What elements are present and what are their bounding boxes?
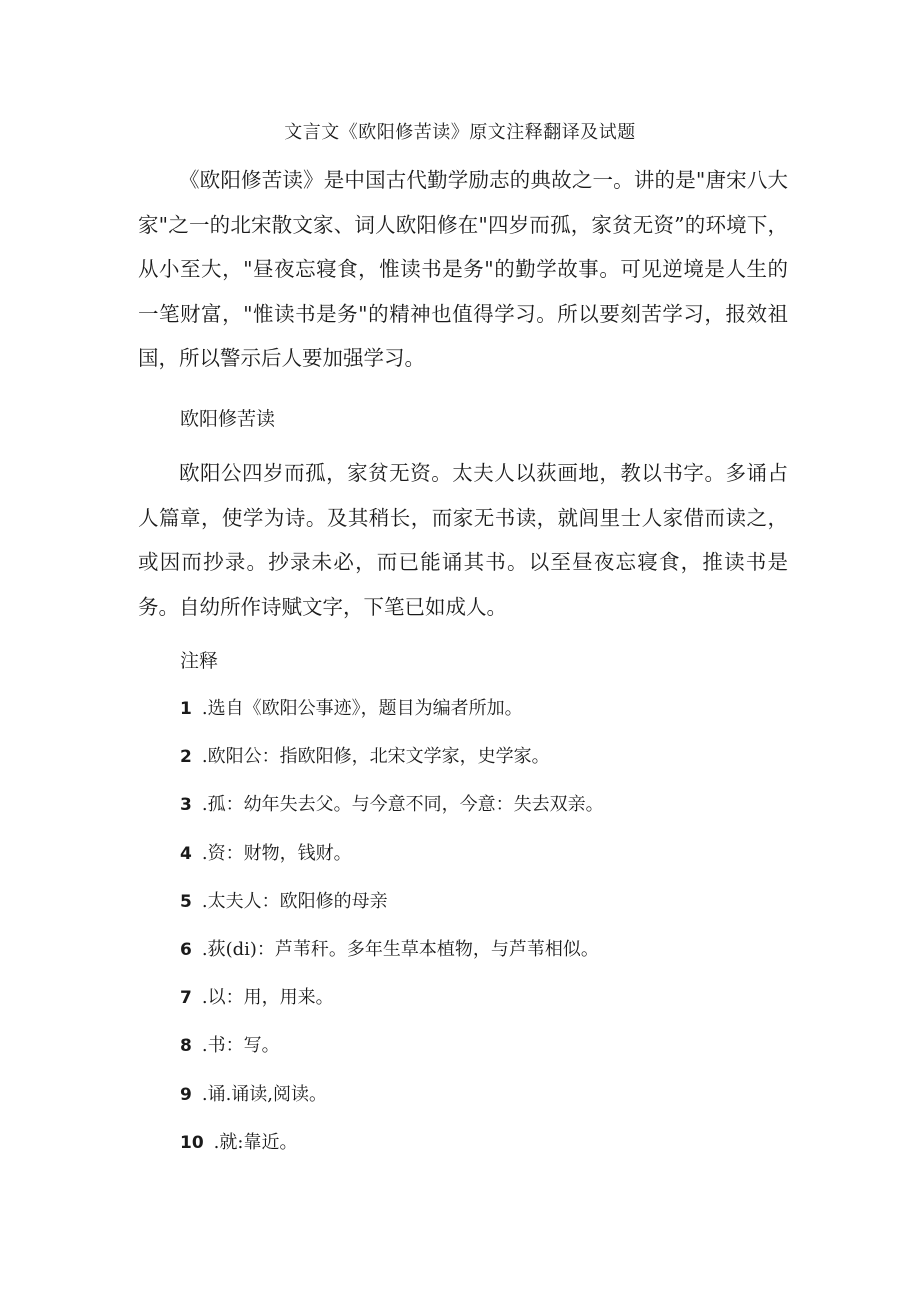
note-number: 10 xyxy=(180,1132,204,1153)
note-text: .太夫人：欧阳修的母亲 xyxy=(201,890,388,912)
story-heading: 欧阳修苦读 xyxy=(180,408,276,430)
note-text: .诵.诵读,阅读。 xyxy=(201,1083,328,1105)
note-number: 8 xyxy=(180,1036,192,1057)
note-item xyxy=(180,1080,780,1128)
note-text: .荻(di)：芦苇秆。多年生草本植物，与芦苇相似。 xyxy=(201,938,599,960)
note-text: .以：用，用来。 xyxy=(201,987,334,1009)
note-item xyxy=(180,983,780,1031)
note-number: 1 xyxy=(180,699,192,719)
note-number: 4 xyxy=(180,843,192,864)
note-item xyxy=(180,694,780,742)
document-title: 文言文《欧阳修苦读》原文注释翻译及试题 xyxy=(284,122,636,143)
note-number: 2 xyxy=(180,747,192,768)
note-number: 6 xyxy=(180,939,192,960)
notes-list xyxy=(180,694,780,1176)
note-text: .书：写。 xyxy=(201,1035,280,1057)
note-text: .选自《欧阳公事迹》，题目为编者所加。 xyxy=(201,698,523,719)
intro-paragraph: 《欧阳修苦读》是中国古代勤学励志的典故之一。讲的是"唐宋八大家"之一的北宋散文家、词人欧阳修在"四岁而孤，家贫无资”的环境下，从小至大，"昼夜忘寝食，惟读书是务"的勤学故事。可见逆境是人生的一笔财富，"惟读书是务"的精神也值得学习。所以要刻苦学习，报效祖国，所以警示后人要加强学习。 xyxy=(138,168,788,370)
note-number: 5 xyxy=(180,891,192,912)
note-item xyxy=(180,1128,780,1176)
note-text: .孤：幼年失去父。与今意不同，今意：失去双亲。 xyxy=(201,794,604,816)
note-text: .欧阳公：指欧阳修，北宋文学家，史学家。 xyxy=(201,746,550,768)
note-item xyxy=(180,887,780,935)
note-item xyxy=(180,935,780,983)
note-number: 3 xyxy=(180,795,192,816)
note-text: .就:靠近。 xyxy=(213,1131,298,1153)
note-item xyxy=(180,742,780,790)
note-number: 9 xyxy=(180,1084,192,1105)
note-number: 7 xyxy=(180,988,192,1009)
note-text: .资：财物，钱财。 xyxy=(201,842,352,864)
story-paragraph: 欧阳公四岁而孤，家贫无资。太夫人以荻画地，教以书字。多诵占人篇章，使学为诗。及其稍长，而家无书读，就闾里士人家借而读之，或因而抄录。抄录未必，而已能诵其书。以至昼夜忘寝食，推读书是务。自幼所作诗赋文字，下笔已如成人。 xyxy=(138,461,788,619)
note-item xyxy=(180,1031,780,1079)
note-item xyxy=(180,839,780,887)
notes-heading: 注释 xyxy=(180,650,219,672)
note-item xyxy=(180,790,780,838)
